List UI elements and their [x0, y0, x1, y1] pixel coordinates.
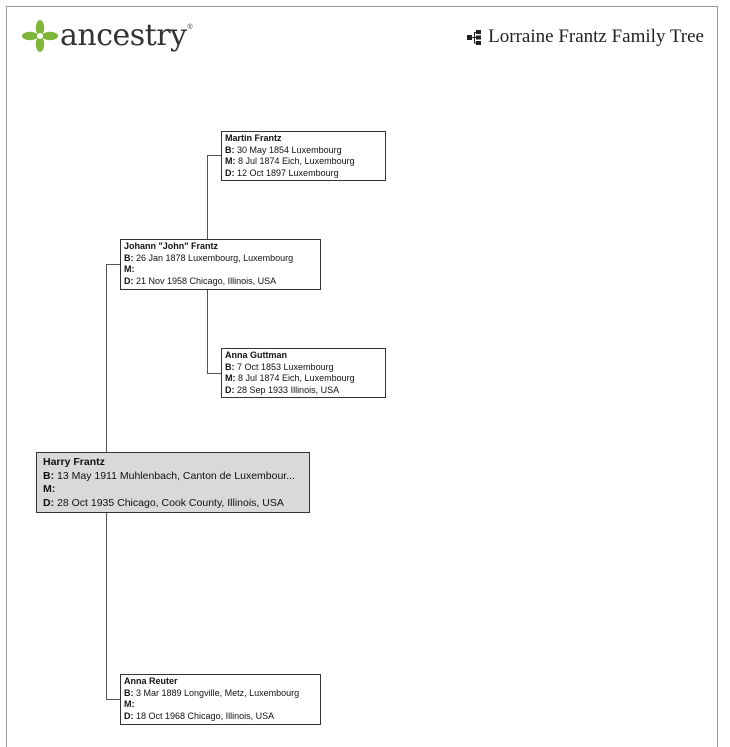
leaf-logo-icon: [22, 19, 58, 53]
person-name: Anna Reuter: [124, 676, 178, 686]
birth-label: B:: [225, 144, 235, 155]
death-label: D:: [225, 384, 235, 395]
brand-name: ancestry: [60, 18, 187, 53]
death-label: D:: [43, 496, 55, 509]
death-value: 18 Oct 1968 Chicago, Illinois, USA: [136, 710, 275, 721]
ancestry-logo[interactable]: [22, 16, 193, 56]
death-label: D:: [124, 710, 134, 721]
person-card-anna-reuter[interactable]: [120, 674, 321, 725]
birth-label: B:: [43, 469, 55, 482]
death-label: D:: [124, 275, 134, 286]
family-tree-icon: [467, 30, 484, 45]
marriage-label: M:: [124, 264, 135, 275]
person-card-anna-guttman[interactable]: [221, 348, 386, 398]
birth-label: B:: [124, 687, 134, 698]
birth-value: 30 May 1854 Luxembourg: [237, 144, 342, 155]
person-name: Johann "John" Frantz: [124, 241, 219, 251]
trademark-mark: ®: [187, 24, 193, 31]
connector-root-to-mother: [106, 699, 121, 700]
person-card-martin-frantz[interactable]: [221, 131, 386, 181]
marriage-label: M:: [43, 483, 56, 495]
birth-value: 13 May 1911 Muhlenbach, Canton de Luxembour...: [57, 469, 295, 482]
marriage-value: 8 Jul 1874 Eich, Luxembourg: [238, 156, 355, 167]
death-label: D:: [225, 167, 235, 178]
marriage-label: M:: [124, 699, 135, 710]
marriage-value: 8 Jul 1874 Eich, Luxembourg: [238, 373, 355, 384]
marriage-label: M:: [225, 156, 236, 167]
death-value: 28 Sep 1933 Illinois, USA: [237, 384, 340, 395]
marriage-label: M:: [225, 373, 236, 384]
person-name: Anna Guttman: [225, 350, 287, 360]
person-name: Martin Frantz: [225, 133, 282, 143]
connector-father-to-grandfather: [207, 155, 222, 156]
person-name: Harry Frantz: [43, 456, 105, 468]
birth-label: B:: [124, 252, 134, 263]
death-value: 28 Oct 1935 Chicago, Cook County, Illinois, USA: [57, 496, 284, 509]
connector-root-to-father: [106, 264, 121, 265]
tree-title: [467, 26, 704, 48]
birth-label: B:: [225, 361, 235, 372]
death-value: 21 Nov 1958 Chicago, Illinois, USA: [136, 275, 277, 286]
death-value: 12 Oct 1897 Luxembourg: [237, 167, 339, 178]
tree-title-text: Lorraine Frantz Family Tree: [488, 26, 704, 47]
birth-value: 26 Jan 1878 Luxembourg, Luxembourg: [136, 252, 294, 263]
birth-value: 3 Mar 1889 Longville, Metz, Luxembourg: [136, 687, 300, 698]
connector-father-to-grandmother: [207, 373, 222, 374]
person-card-harry-frantz[interactable]: [36, 452, 310, 513]
person-card-johann-frantz[interactable]: [120, 239, 321, 290]
birth-value: 7 Oct 1853 Luxembourg: [237, 361, 334, 372]
